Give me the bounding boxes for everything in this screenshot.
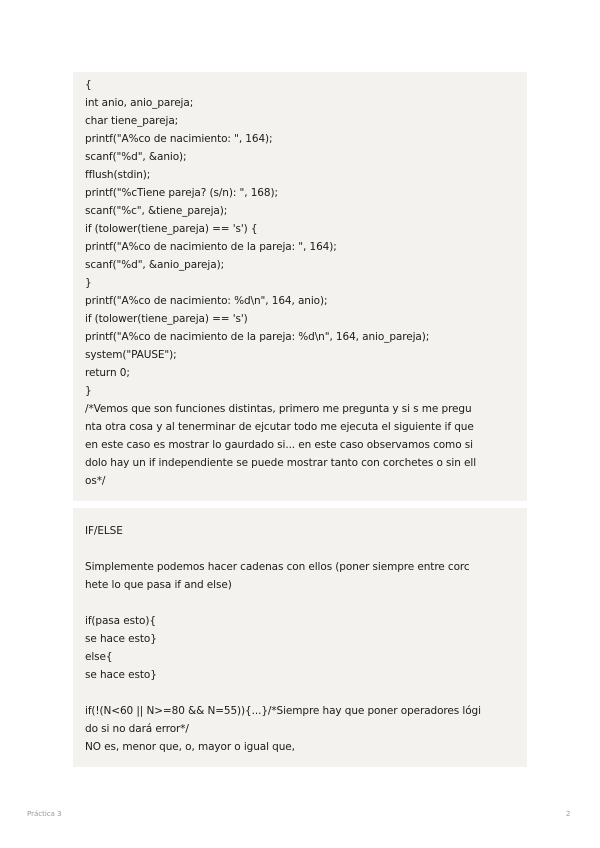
code-line: printf("A%co de nacimiento: ", 164); <box>85 133 273 145</box>
comment-line: nta otra cosa y al tenerminar de ejcutar todo me ejecuta el siguiente if que <box>85 421 474 433</box>
comment-line: dolo hay un if independiente se puede mostrar tanto con corchetes o sin ell <box>85 457 477 469</box>
code-line: printf("%cTiene pareja? (s/n): ", 168); <box>85 187 278 199</box>
example-line: se hace esto} <box>85 633 157 645</box>
code-line: if (tolower(tiene_pareja) == 's') { <box>85 223 258 235</box>
blank-line <box>85 594 515 612</box>
code-line: scanf("%c", &tiene_pareja); <box>85 205 228 217</box>
comment-line: en este caso es mostrar lo gaurdado si... en este caso observamos como si <box>85 439 473 451</box>
blank-line <box>85 540 515 558</box>
code-line: printf("A%co de nacimiento de la pareja: ", 164); <box>85 241 337 253</box>
example-line: else{ <box>85 651 113 663</box>
code-line: scanf("%d", &anio); <box>85 151 187 163</box>
footer-title: Práctica 3 <box>27 810 62 818</box>
code-line: int anio, anio_pareja; <box>85 97 194 109</box>
code-line: } <box>85 277 92 289</box>
code-line: } <box>85 385 92 397</box>
code-line: return 0; <box>85 367 130 379</box>
code-line: printf("A%co de nacimiento: %d\n", 164, anio); <box>85 295 328 307</box>
code-block-if-else <box>73 508 527 767</box>
example-line: se hace esto} <box>85 669 157 681</box>
condition-line: if(!(N<60 || N>=80 && N=55)){...}/*Siempre hay que poner operadores lógi <box>85 705 481 717</box>
code-line: if (tolower(tiene_pareja) == 's') <box>85 313 248 325</box>
section-heading: IF/ELSE <box>85 525 123 537</box>
intro-line: hete lo que pasa if and else) <box>85 579 232 591</box>
code-line: printf("A%co de nacimiento de la pareja: %d\n", 164, anio_pareja); <box>85 331 430 343</box>
code-line: { <box>85 79 92 91</box>
comment-line: /*Vemos que son funciones distintas, primero me pregunta y si s me pregu <box>85 403 472 415</box>
code-line: fflush(stdin); <box>85 169 151 181</box>
blank-line <box>85 684 515 702</box>
code-line: char tiene_pareja; <box>85 115 179 127</box>
code-line: scanf("%d", &anio_pareja); <box>85 259 225 271</box>
code-block-main <box>73 72 527 501</box>
page-number: 2 <box>566 810 571 818</box>
comment-line: os*/ <box>85 475 106 487</box>
example-line: if(pasa esto){ <box>85 615 156 627</box>
condition-line: NO es, menor que, o, mayor o igual que, <box>85 741 295 753</box>
condition-line: do si no dará error*/ <box>85 723 189 735</box>
intro-line: Simplemente podemos hacer cadenas con ellos (poner siempre entre corc <box>85 561 470 573</box>
code-line: system("PAUSE"); <box>85 349 177 361</box>
